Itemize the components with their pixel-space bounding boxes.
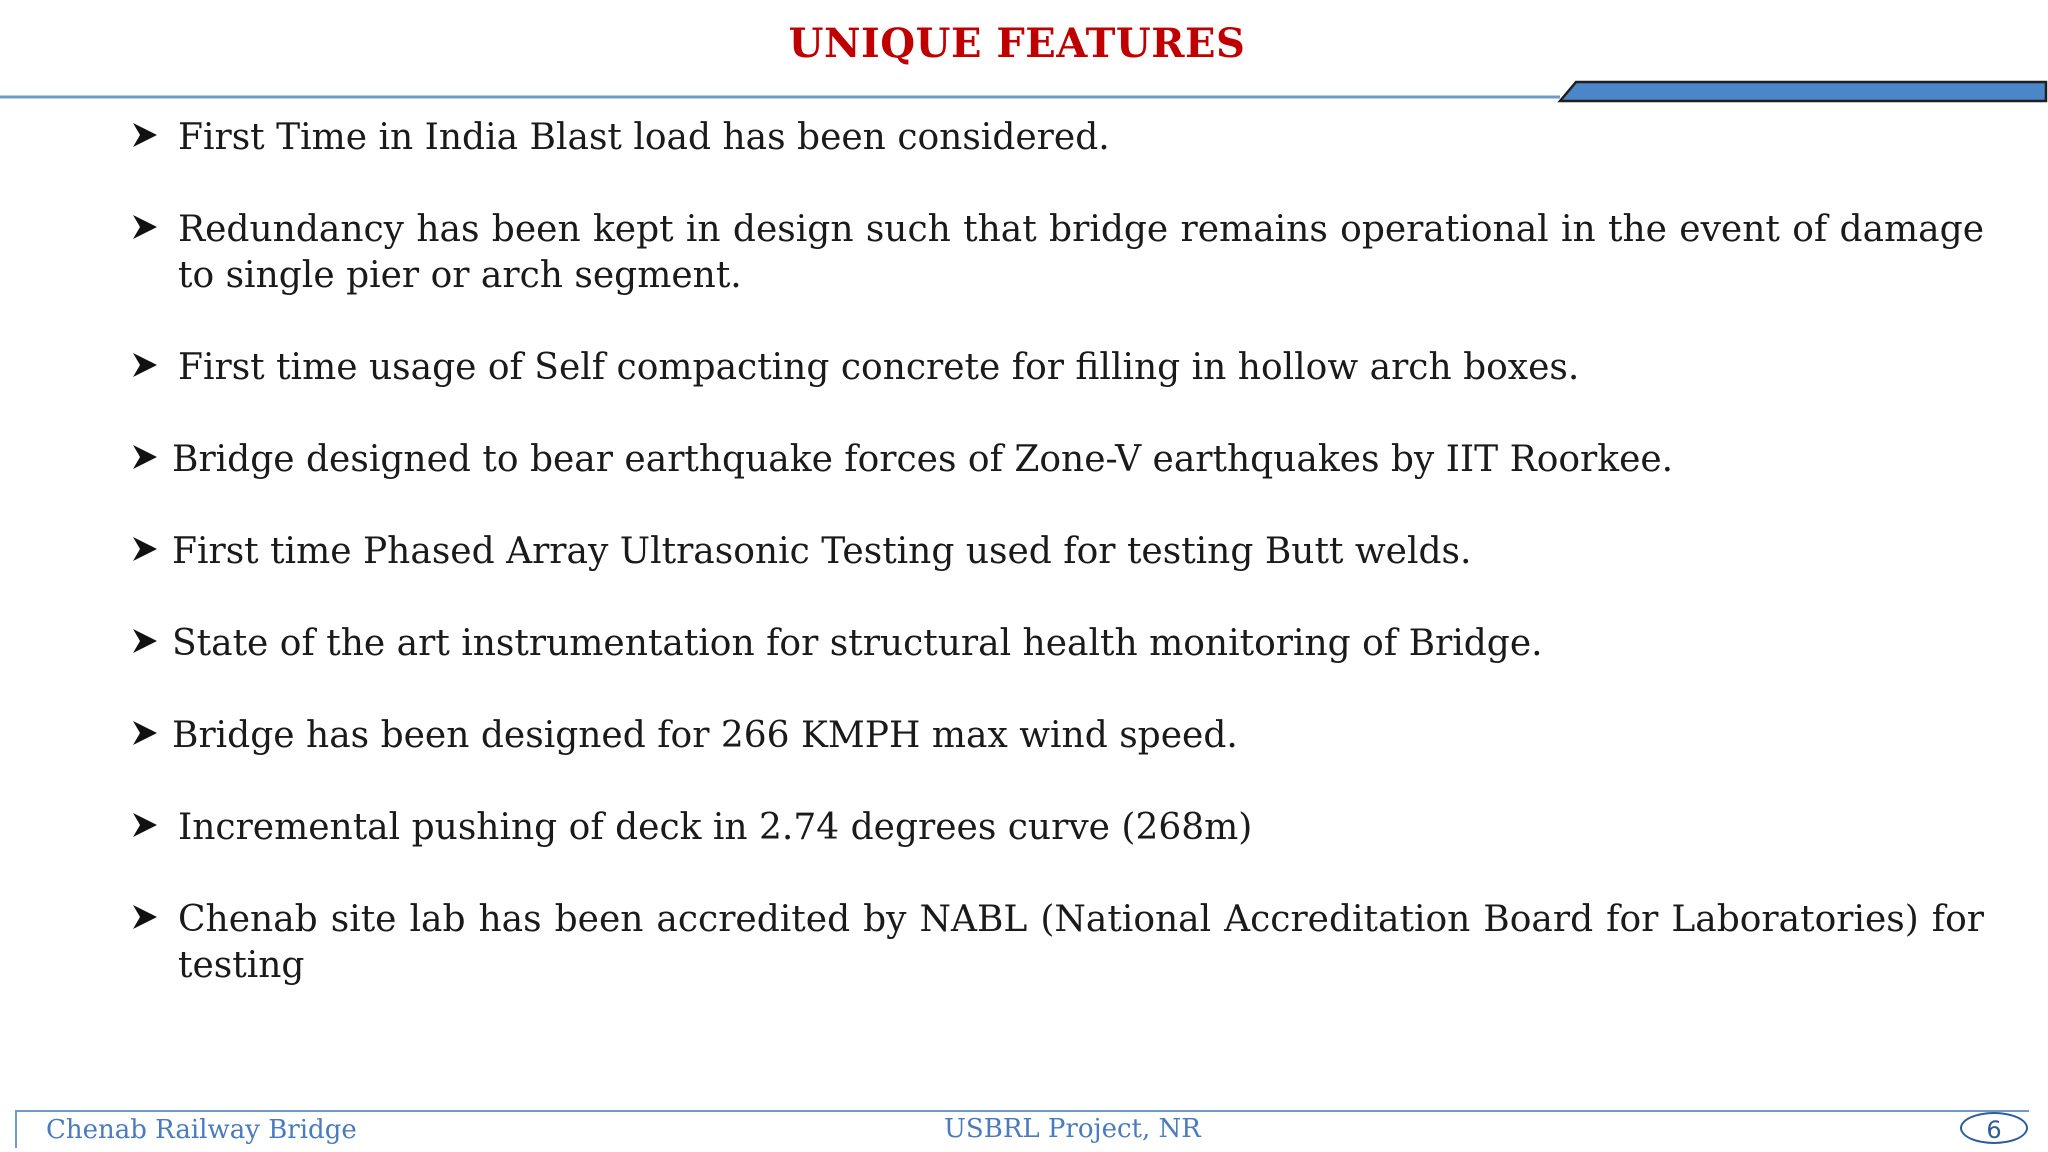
- list-item-text: First time Phased Array Ultrasonic Testing used for testing Butt welds.: [172, 531, 1472, 572]
- arrowhead-bullet-icon: [132, 351, 158, 379]
- list-item: [132, 713, 1984, 759]
- list-item-text: State of the art instrumentation for structural health monitoring of Bridge.: [172, 623, 1543, 664]
- list-item-text: Chenab site lab has been accredited by NABL (National Accreditation Board for Laboratories) for testing: [178, 899, 1984, 986]
- list-item: [132, 621, 1984, 667]
- arrowhead-bullet-icon: [132, 213, 158, 241]
- page-number: 6: [1960, 1112, 2028, 1144]
- arrowhead-bullet-icon: [132, 903, 158, 931]
- list-item: [132, 437, 1984, 483]
- arrowhead-bullet-icon: [132, 627, 158, 655]
- list-item: [132, 207, 1984, 299]
- arrowhead-bullet-icon: [132, 443, 158, 471]
- list-item-text: First Time in India Blast load has been considered.: [178, 117, 1110, 158]
- slide-title: UNIQUE FEATURES: [788, 20, 1246, 67]
- list-item: [132, 897, 1984, 989]
- list-item: [132, 115, 1984, 161]
- list-item: [132, 345, 1984, 391]
- footer-left-text: Chenab Railway Bridge: [46, 1115, 357, 1145]
- list-item: [132, 805, 1984, 851]
- arrowhead-bullet-icon: [132, 719, 158, 747]
- list-item-text: Bridge designed to bear earthquake forces of Zone-V earthquakes by IIT Roorkee.: [172, 439, 1674, 480]
- list-item-text: Incremental pushing of deck in 2.74 degrees curve (268m): [178, 807, 1253, 848]
- list-item-text: Redundancy has been kept in design such that bridge remains operational in the event of damage to single pier or arch segment.: [178, 209, 1984, 296]
- arrowhead-bullet-icon: [132, 535, 158, 563]
- list-item-text: Bridge has been designed for 266 KMPH max wind speed.: [172, 715, 1238, 756]
- arrowhead-bullet-icon: [132, 121, 158, 149]
- footer-center-text: USBRL Project, NR: [944, 1114, 1201, 1144]
- arrowhead-bullet-icon: [132, 811, 158, 839]
- feature-list: [132, 115, 1984, 1035]
- list-item-text: First time usage of Self compacting concrete for filling in hollow arch boxes.: [178, 347, 1580, 388]
- list-item: [132, 529, 1984, 575]
- header-accent-bar: [1560, 82, 2046, 101]
